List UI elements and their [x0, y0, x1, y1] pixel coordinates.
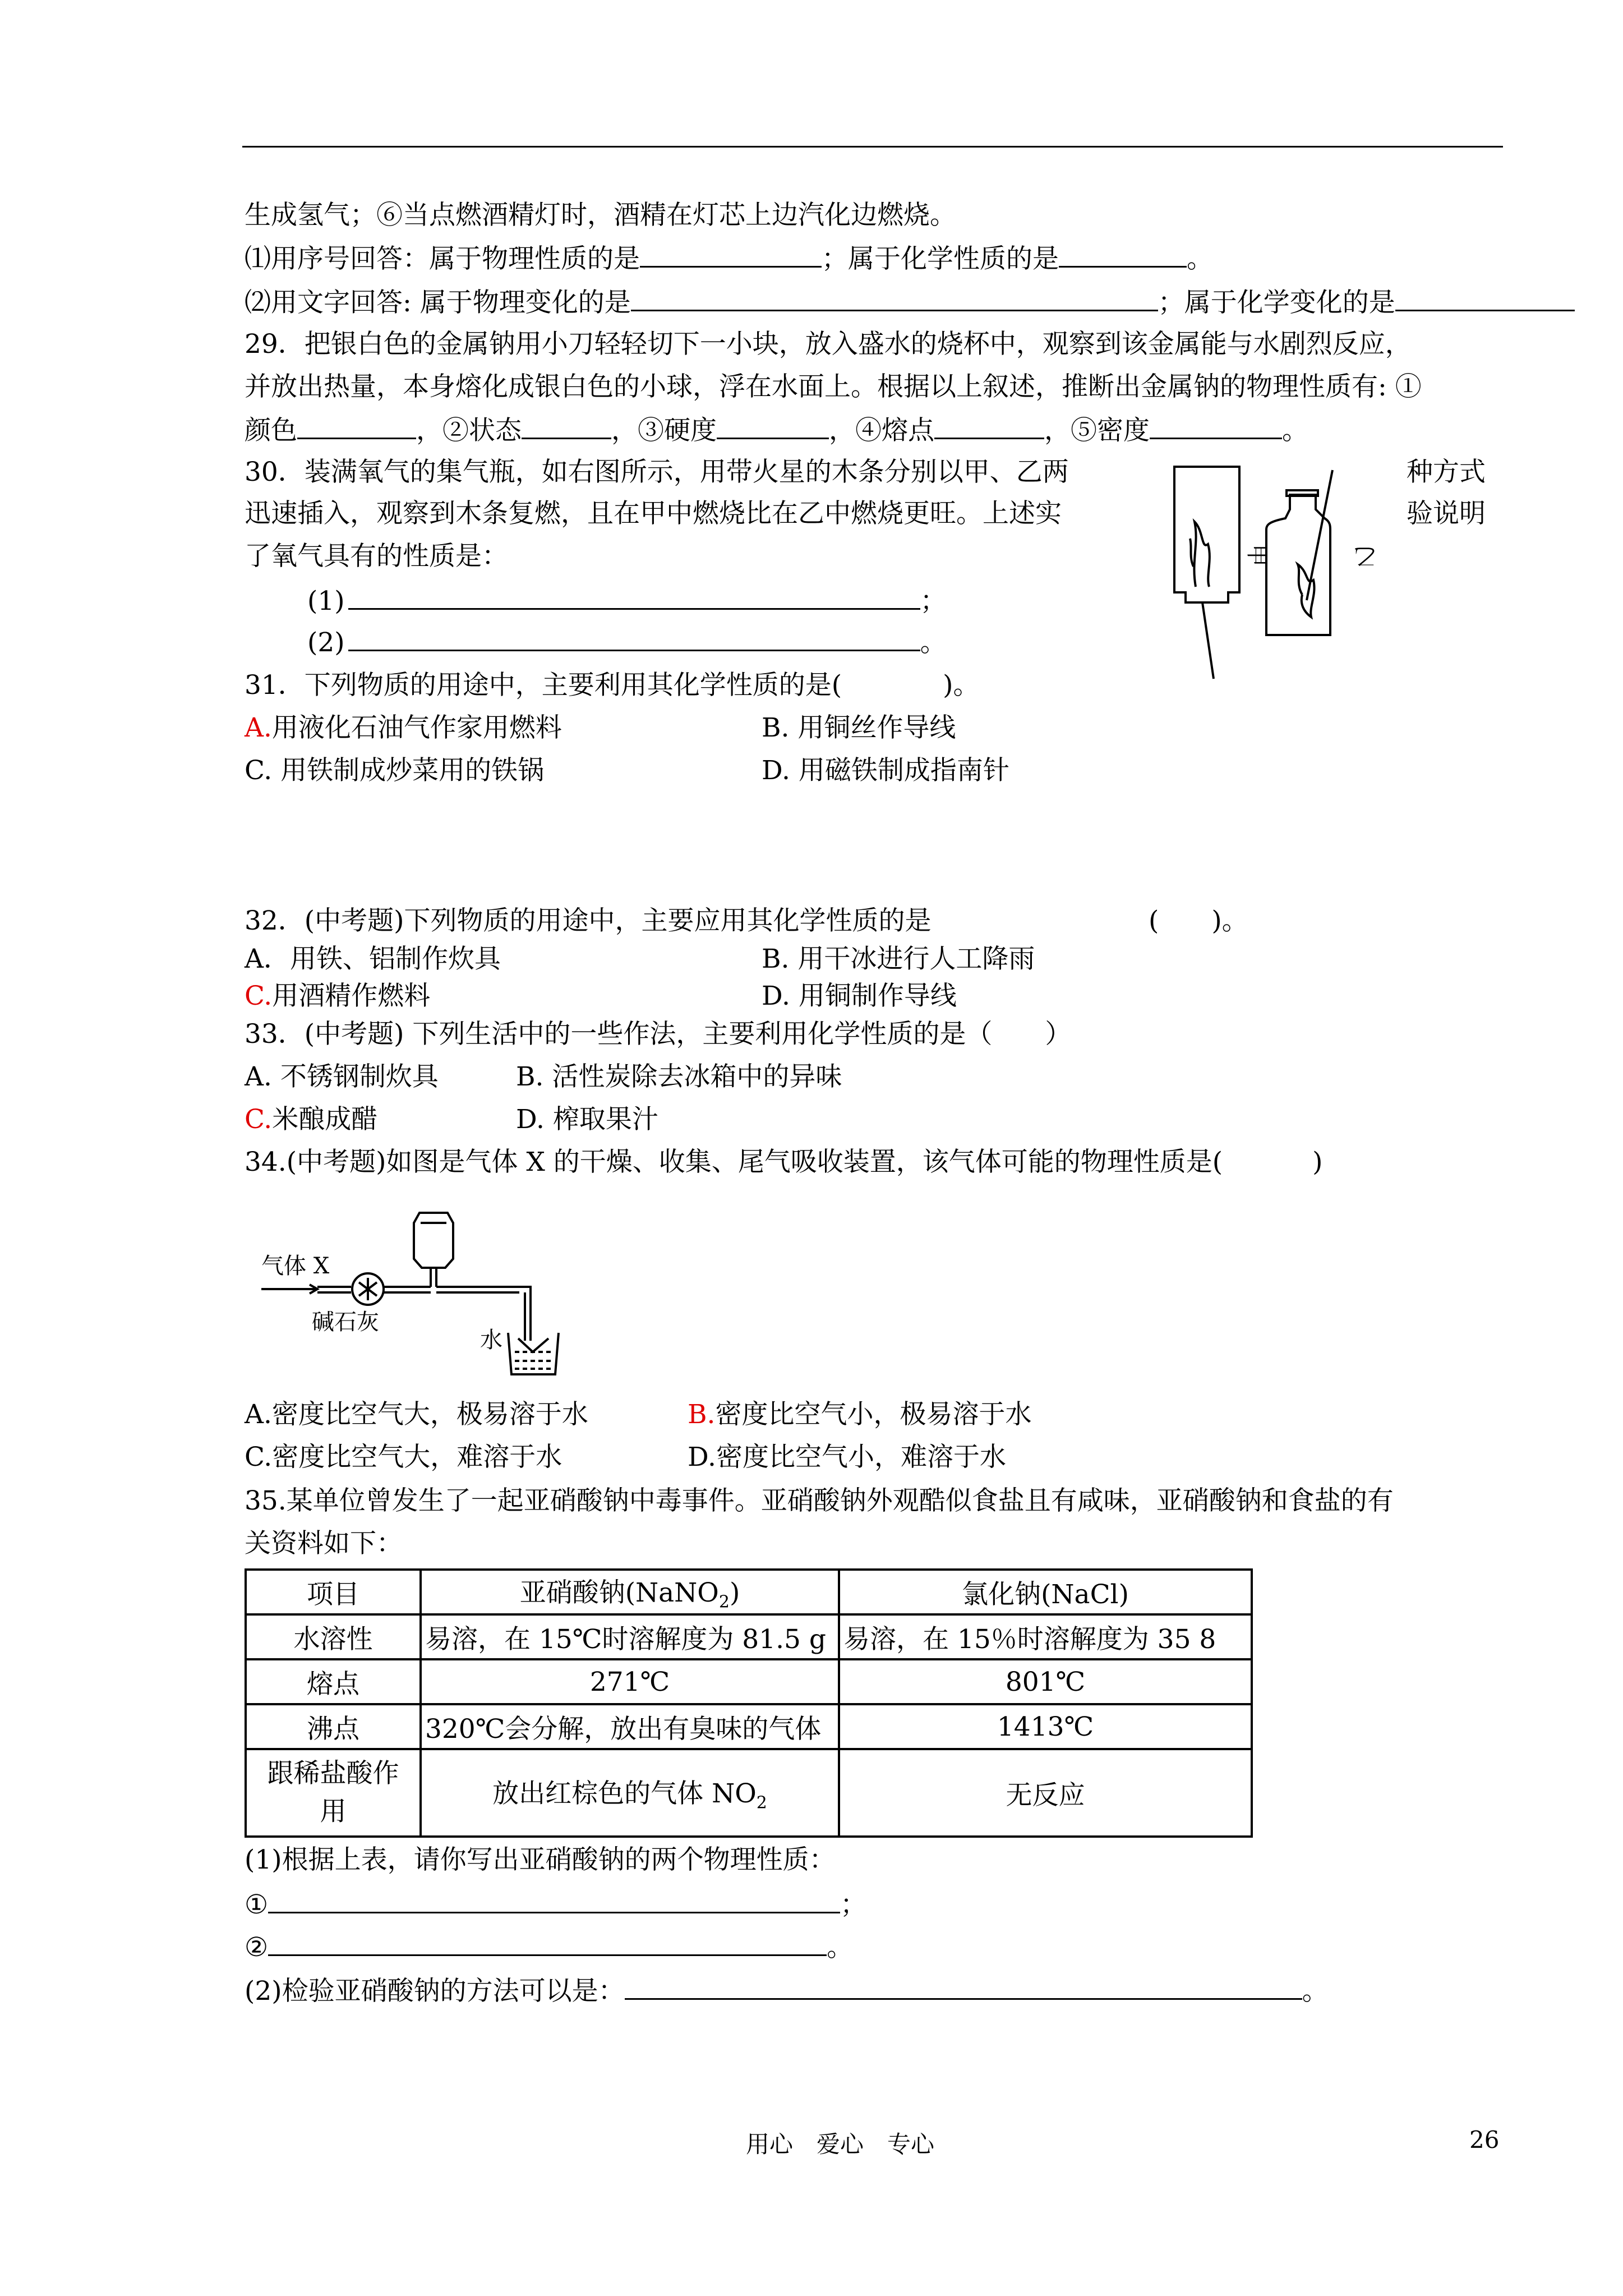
table-row	[246, 1570, 1252, 1614]
table-header-item: 项目	[246, 1570, 421, 1614]
q29-hardness-label: ，③硬度	[611, 415, 717, 446]
option-text: 密度比空气小，极易溶于水	[715, 1399, 1032, 1430]
answer-blank[interactable]	[1059, 241, 1187, 268]
jar-a-icon	[1174, 467, 1239, 602]
q32-option-d[interactable]: D. 用铜制作导线	[762, 981, 957, 1011]
answer-blank[interactable]	[631, 285, 1158, 311]
q2-label-physical: ⑵用文字回答: 属于物理变化的是	[245, 287, 631, 318]
comparison-table	[245, 1568, 1253, 1838]
table-cell-label	[246, 1749, 421, 1837]
q31-option-a[interactable]	[245, 711, 562, 745]
q31-option-b[interactable]: B. 用铜丝作导线	[762, 712, 956, 743]
q29-line2: 并放出热量，本身熔化成银白色的小球，浮在水面上。根据以上叙述，推断出金属钠的物理性质有: ①	[245, 371, 1422, 402]
q32-option-c[interactable]	[245, 979, 430, 1013]
q30-line1-right: 种方式	[1407, 457, 1486, 487]
intro-q2	[245, 285, 1575, 319]
table-header-nano2	[421, 1570, 839, 1614]
q32-option-b[interactable]: B. 用干冰进行人工降雨	[762, 944, 1035, 974]
label-text: 用	[320, 1796, 347, 1827]
q33-option-d[interactable]: D. 榨取果汁	[516, 1104, 658, 1135]
table-cell-label: 水溶性	[246, 1614, 421, 1659]
flame-a-icon	[1194, 522, 1209, 587]
q34-option-c[interactable]: C.密度比空气大，难溶于水	[245, 1442, 562, 1473]
q29-state-label: ，②状态	[416, 415, 522, 446]
q29-density-label: ，⑤密度	[1044, 415, 1150, 446]
q35-line1: 35.某单位曾发生了一起亚硝酸钠中毒事件。亚硝酸钠外观酷似食盐且有咸味，亚硝酸钠和食盐的有	[245, 1485, 1394, 1516]
q35-sub2	[245, 1973, 1329, 2007]
punct: 。	[827, 1932, 854, 1963]
option-text: 用液化石油气作家用燃料	[271, 712, 562, 743]
q29-line1: 29．把银白色的金属钠用小刀轻轻切下一小块，放入盛水的烧杯中，观察到该金属能与水剧烈反应，	[245, 329, 1412, 360]
table-cell: 易溶，在 15％时溶解度为 35 8	[839, 1614, 1252, 1659]
stem-text: (2)检验亚硝酸钠的方法可以是：	[245, 1976, 625, 2007]
page-number: 26	[1469, 2126, 1500, 2154]
punct: ；	[920, 586, 947, 616]
q31-option-c[interactable]: C. 用铁制成炒菜用的铁锅	[245, 755, 545, 786]
label-jia: 甲	[1244, 544, 1270, 567]
table-cell	[421, 1749, 839, 1837]
q33-option-a[interactable]: A. 不锈钢制炊具	[245, 1061, 439, 1092]
punct: 。	[1302, 1976, 1329, 2007]
table-row	[246, 1659, 1252, 1704]
table-cell-label: 熔点	[246, 1659, 421, 1704]
answer-blank[interactable]	[348, 625, 920, 651]
answer-blank[interactable]	[348, 583, 920, 610]
header-rule	[242, 146, 1503, 148]
q29-color-label: 颜色	[245, 415, 297, 446]
label-gas-x: 气体 X	[261, 1253, 330, 1279]
label-text: 跟稀盐酸作	[267, 1758, 399, 1789]
q34-option-a[interactable]: A.密度比空气大，极易溶于水	[245, 1399, 588, 1430]
answer-blank[interactable]	[1150, 413, 1282, 439]
punct: )。	[943, 670, 980, 701]
table-header-nacl: 氯化钠(NaCl)	[839, 1570, 1252, 1614]
q30-line3: 了氧气具有的性质是：	[245, 541, 508, 572]
item-number: (2)	[307, 627, 345, 658]
q1-label-physical: ⑴用序号回答：属于物理性质的是	[245, 243, 640, 274]
q30-item1	[307, 583, 947, 617]
header-text: )	[729, 1577, 740, 1609]
splint-a-icon	[1202, 602, 1214, 679]
oxygen-jars-figure	[1162, 460, 1386, 684]
q33-stem: 33．(中考题) 下列生活中的一些作法，主要利用化学性质的是（ ）	[245, 1019, 1072, 1050]
table-cell: 801℃	[839, 1659, 1252, 1704]
intro-q1	[245, 241, 1213, 275]
table-cell: 320℃会分解，放出有臭味的气体	[421, 1704, 839, 1749]
punct: 。	[1187, 243, 1213, 274]
q34-option-d[interactable]: D.密度比空气小，难溶于水	[688, 1442, 1006, 1473]
table-cell: 271℃	[421, 1659, 839, 1704]
q34-stem	[245, 1145, 1322, 1179]
answer-blank[interactable]	[934, 413, 1044, 439]
q2-label-chemical: ；属于化学变化的是	[1158, 287, 1395, 318]
label-soda-lime: 碱石灰	[312, 1309, 379, 1335]
punct: 。	[1282, 415, 1308, 446]
answer-blank[interactable]	[625, 1973, 1302, 2000]
q35-item1	[245, 1887, 866, 1921]
table-row	[246, 1704, 1252, 1749]
table-row	[246, 1749, 1252, 1837]
option-letter: B.	[688, 1399, 716, 1430]
table-cell: 易溶，在 15℃时溶解度为 81.5 g	[421, 1614, 839, 1659]
q34-option-b[interactable]	[688, 1398, 1031, 1432]
item-number: ②	[245, 1932, 269, 1963]
option-letter: C.	[245, 981, 273, 1011]
answer-blank[interactable]	[522, 413, 611, 439]
q35-line2: 关资料如下：	[245, 1528, 403, 1559]
table-cell: 无反应	[839, 1749, 1252, 1837]
q32-stem-end[interactable]: ( )。	[1149, 905, 1248, 936]
cell-text: 放出红棕色的气体 NO	[492, 1778, 757, 1810]
q35-item2	[245, 1930, 853, 1963]
answer-blank[interactable]	[268, 1887, 840, 1913]
q30-line2: 迅速插入，观察到木条复燃，且在甲中燃烧比在乙中燃烧更旺。上述实	[245, 498, 1062, 529]
answer-blank[interactable]	[297, 413, 416, 439]
stem-text: 31．下列物质的用途中，主要利用其化学性质的是(	[245, 670, 842, 701]
answer-blank[interactable]	[1395, 285, 1575, 311]
q30-item2	[307, 625, 947, 659]
outlet-tube-icon	[519, 1287, 531, 1341]
header-text: 亚硝酸钠(NaNO	[519, 1577, 719, 1609]
q31-option-d[interactable]: D. 用磁铁制成指南针	[762, 755, 1009, 786]
option-letter: C.	[245, 1104, 273, 1135]
answer-blank[interactable]	[268, 1930, 827, 1956]
answer-blank[interactable]	[717, 413, 829, 439]
q35-sub1: (1)根据上表，请你写出亚硝酸钠的两个物理性质：	[245, 1844, 836, 1875]
punct: 。	[920, 627, 947, 658]
table-row	[246, 1614, 1252, 1659]
punct: )	[1312, 1147, 1323, 1177]
q31-stem	[245, 669, 980, 702]
q32-stem: 32．(中考题)下列物质的用途中，主要应用其化学性质的是	[245, 905, 932, 936]
stem-text: 34.(中考题)如图是气体 X 的干燥、收集、尾气吸收装置，该气体可能的物理性质是(	[245, 1147, 1223, 1177]
table-cell-label: 沸点	[246, 1704, 421, 1749]
punct: ；	[840, 1889, 867, 1920]
item-number: ①	[245, 1889, 269, 1920]
option-letter: A.	[245, 712, 272, 743]
q1-label-chemical: ；属于化学性质的是	[822, 243, 1059, 274]
q29-melting-label: ，④熔点	[829, 415, 934, 446]
q33-option-b[interactable]: B. 活性炭除去冰箱中的异味	[516, 1061, 842, 1092]
gas-apparatus-figure	[256, 1200, 592, 1386]
option-text: 用酒精作燃料	[272, 981, 431, 1011]
q30-line2-right: 验说明	[1407, 498, 1486, 529]
collection-flask-icon	[414, 1213, 453, 1268]
option-text: 米酿成醋	[272, 1104, 378, 1135]
subscript: 2	[718, 1592, 730, 1612]
item-number: (1)	[307, 586, 345, 616]
label-water: 水	[480, 1327, 502, 1353]
q30-line1: 30．装满氧气的集气瓶，如右图所示，用带火星的木条分别以甲、乙两	[245, 457, 1069, 487]
footer-motto: 用心 爱心 专心	[746, 2131, 935, 2158]
label-yi: 乙	[1354, 543, 1376, 569]
q29-line3	[245, 413, 1308, 447]
subscript: 2	[756, 1793, 767, 1813]
table-cell: 1413℃	[839, 1704, 1252, 1749]
q32-option-a[interactable]: A．用铁、铝制作炊具	[245, 944, 501, 974]
answer-blank[interactable]	[640, 241, 822, 268]
q33-option-c[interactable]	[245, 1103, 377, 1137]
intro-line: 生成氢气；⑥当点燃酒精灯时，酒精在灯芯上边汽化边燃烧。	[245, 200, 956, 231]
